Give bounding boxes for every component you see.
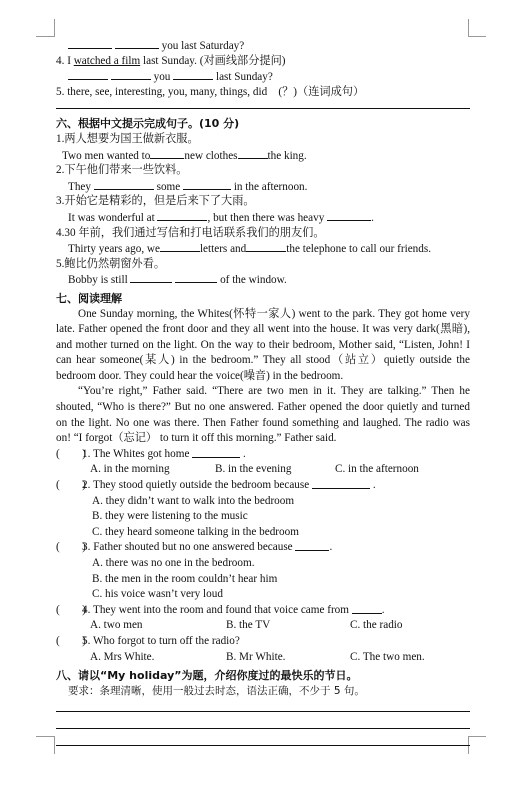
item-text: Bobby is still xyxy=(68,274,128,287)
answer-blank[interactable] xyxy=(160,241,200,252)
question-tail: . xyxy=(329,541,333,554)
section-heading: 八、请以“My holiday”为题，介绍你度过的最快乐的节日。 xyxy=(56,669,358,683)
item-en xyxy=(56,241,470,257)
option-a[interactable]: A. there was no one in the bedroom. xyxy=(92,557,255,569)
answer-blank[interactable] xyxy=(175,272,217,283)
question-stem: 3. Father shouted but no one answered because xyxy=(82,541,293,554)
option-b[interactable]: B. the TV xyxy=(226,619,271,632)
answer-blank[interactable] xyxy=(238,148,268,159)
option-row xyxy=(56,618,470,634)
worksheet-page xyxy=(56,38,470,746)
crop-mark xyxy=(468,19,469,37)
reading-passage xyxy=(56,307,470,447)
option-c[interactable]: C. they heard someone talking in the bedroom xyxy=(92,525,299,538)
option-c[interactable]: C. in the afternoon xyxy=(335,463,419,476)
option-a[interactable]: A. they didn’t want to walk into the bedroom xyxy=(92,494,295,507)
answer-blank[interactable] xyxy=(68,38,112,49)
answer-paren[interactable]: ( ) xyxy=(56,541,86,554)
answer-blank[interactable] xyxy=(94,179,154,190)
question-number: 4. I xyxy=(56,54,71,67)
answer-paren[interactable]: ( ) xyxy=(56,447,86,460)
item-en xyxy=(56,179,470,195)
item-en xyxy=(56,148,470,164)
item-cn: 5.鲍比仍然朝窗外看。 xyxy=(56,257,166,270)
question-text: last Sunday. (对画线部分提问) xyxy=(143,54,286,67)
item-text: Two men wanted to xyxy=(62,149,151,162)
answer-paren[interactable]: ( ) xyxy=(56,603,86,616)
option-b[interactable]: B. Mr White. xyxy=(226,650,286,663)
option-a[interactable]: A. two men xyxy=(90,619,143,632)
question-row xyxy=(56,540,470,556)
option-c[interactable]: C. his voice wasn’t very loud xyxy=(92,588,223,601)
answer-blank[interactable] xyxy=(111,69,151,80)
section-heading: 六、根据中文提示完成句子。(10 分) xyxy=(56,117,240,131)
option-row xyxy=(56,650,470,666)
line-text: last Sunday? xyxy=(215,71,273,84)
line-text: you last Saturday? xyxy=(161,40,245,52)
question-stem: 2. They stood quietly outside the bedroom because xyxy=(82,479,310,492)
question-4 xyxy=(56,54,470,70)
item-text: , but then there was heavy xyxy=(207,211,325,224)
answer-blank[interactable] xyxy=(115,38,159,49)
item-text: some xyxy=(156,180,181,193)
item-text: letters and xyxy=(199,243,247,256)
question-row xyxy=(56,634,470,650)
section-heading: 七、阅读理解 xyxy=(56,291,122,305)
item-text: They xyxy=(68,180,91,193)
item-text: It was wonderful at xyxy=(68,211,155,224)
answer-blank[interactable] xyxy=(192,447,240,458)
option-c[interactable]: C. The two men. xyxy=(350,650,425,663)
crop-mark xyxy=(54,736,55,754)
line-text: you xyxy=(153,71,171,84)
question-5: 5. there, see, interesting, you, many, things, did (？)（连词成句） xyxy=(56,85,365,98)
item-cn: 4.30 年前，我们通过写信和打电话联系我们的朋友们。 xyxy=(56,226,325,239)
question-tail: . xyxy=(372,479,376,492)
answer-line xyxy=(56,69,470,85)
writing-line[interactable] xyxy=(56,745,470,746)
option-c[interactable]: C. the radio xyxy=(350,619,403,632)
answer-paren[interactable]: ( ) xyxy=(56,479,86,492)
answer-blank[interactable] xyxy=(150,148,184,159)
question-row xyxy=(56,603,470,619)
answer-paren[interactable]: ( ) xyxy=(56,634,86,647)
crop-mark xyxy=(36,36,54,37)
item-cn: 3.开始它是精彩的，但是后来下了大雨。 xyxy=(56,195,255,208)
item-text: the telephone to call our friends. xyxy=(286,243,432,256)
option-b[interactable]: B. the men in the room couldn’t hear him xyxy=(92,572,278,585)
question-tail: . xyxy=(381,603,385,616)
question-stem: 1. The Whites got home xyxy=(82,447,190,460)
underlined-phrase: watched a film xyxy=(73,54,141,67)
item-text: in the afternoon. xyxy=(233,180,308,193)
item-text: Thirty years ago, we xyxy=(68,243,160,256)
answer-blank[interactable] xyxy=(173,69,213,80)
item-text: new clothes xyxy=(184,149,238,162)
answer-blank[interactable] xyxy=(312,478,370,489)
item-en xyxy=(56,210,470,226)
option-b[interactable]: B. in the evening xyxy=(215,463,292,476)
option-a[interactable]: A. in the morning xyxy=(90,463,170,476)
item-text: the king. xyxy=(267,149,307,162)
crop-mark xyxy=(36,736,54,737)
answer-blank[interactable] xyxy=(157,210,207,221)
option-row xyxy=(56,462,470,478)
answer-blank[interactable] xyxy=(327,210,371,221)
answer-line xyxy=(56,38,470,54)
answer-blank[interactable] xyxy=(130,272,172,283)
answer-blank[interactable] xyxy=(295,540,329,551)
writing-requirement: 要求：条理清晰，使用一般过去时态，语法正确，不少于 5 句。 xyxy=(68,684,365,697)
answer-blank[interactable] xyxy=(183,179,231,190)
passage-paragraph: One Sunday morning, the Whites(怀特一家人) went to the park. They got home very late. Father opened the front door and they all went into the house. It was very dark(黑暗), and mother turned on the light. On the way to their bedroom, Mother said, “Listen, John! I can hear someone(某人) in the bedroom.” They all stood（站立）quietly outside the bedroom door. They could hear the voice(噪音) in the bedroom. xyxy=(56,307,470,382)
item-en xyxy=(56,272,470,288)
item-text: of the window. xyxy=(220,274,287,287)
question-row xyxy=(56,478,470,494)
option-a[interactable]: A. Mrs White. xyxy=(90,650,155,663)
crop-mark xyxy=(54,19,55,37)
item-text: . xyxy=(371,211,374,224)
writing-line[interactable] xyxy=(56,711,470,712)
question-tail: . xyxy=(243,447,246,460)
passage-paragraph: “You’re right,” Father said. “There are two men in it. They are talking.” Then he shouted, “Who is there?” But no one answered. Father opened the door quietly and turned on the light. No one was there. Then Father found something and laughed. The radio was on! “I forgot（忘记） to turn it off this morning.” Father said. xyxy=(56,385,470,445)
question-stem: 4. They went into the room and found that voice came from xyxy=(82,603,349,616)
crop-mark xyxy=(468,36,486,37)
answer-blank[interactable] xyxy=(352,603,382,614)
question-stem: 5. Who forgot to turn off the radio? xyxy=(82,634,240,647)
question-row xyxy=(56,447,470,463)
writing-line[interactable] xyxy=(56,728,470,729)
crop-mark xyxy=(468,736,486,737)
option-b[interactable]: B. they were listening to the music xyxy=(92,510,248,523)
item-cn: 2.下午他们带来一些饮料。 xyxy=(56,164,188,177)
answer-blank[interactable] xyxy=(246,241,286,252)
item-cn: 1.两人想要为国王做新衣服。 xyxy=(56,132,199,145)
answer-blank[interactable] xyxy=(68,69,108,80)
